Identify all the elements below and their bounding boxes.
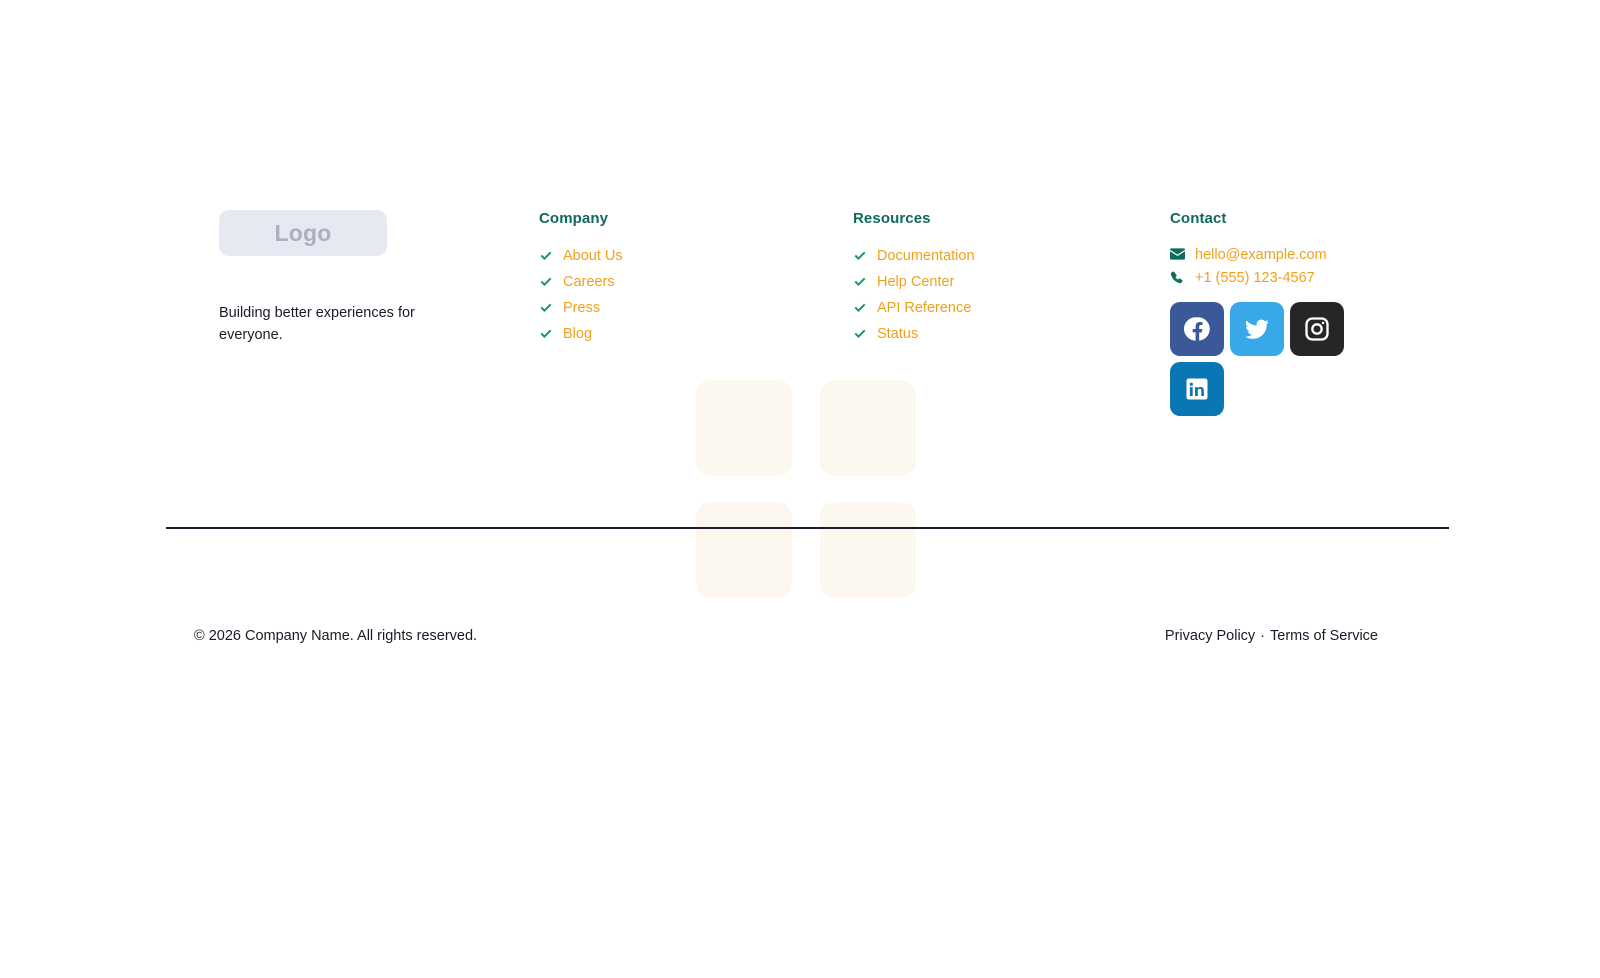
footer-link-careers[interactable] <box>539 273 623 292</box>
check-icon <box>853 327 867 341</box>
check-icon <box>539 301 553 315</box>
check-icon <box>853 249 867 263</box>
terms-of-service-link[interactable]: Terms of Service <box>1270 628 1378 644</box>
contact-phone[interactable] <box>1170 270 1370 286</box>
copyright-text: © 2026 Company Name. All rights reserved. <box>194 628 478 644</box>
footer-link-blog[interactable] <box>539 325 623 344</box>
social-links <box>1170 302 1370 416</box>
privacy-policy-link[interactable]: Privacy Policy <box>1164 628 1256 644</box>
phone-icon <box>1170 271 1185 285</box>
footer-link-status[interactable] <box>853 325 975 344</box>
decorative-block <box>820 502 916 598</box>
footer-divider <box>166 527 1449 529</box>
footer-link-documentation[interactable] <box>853 247 975 266</box>
social-facebook[interactable] <box>1170 302 1224 356</box>
footer-link-help-center[interactable] <box>853 273 975 292</box>
brand-tagline: Building better experiences for everyone. <box>219 305 415 344</box>
footer-link-label: Careers <box>563 273 615 290</box>
column-title-company: Company <box>539 210 609 227</box>
column-title-contact: Contact <box>1170 210 1227 227</box>
social-instagram[interactable] <box>1290 302 1344 356</box>
column-title-resources: Resources <box>853 210 931 227</box>
decorative-block <box>696 380 792 476</box>
footer-link-api-reference[interactable] <box>853 299 975 318</box>
envelope-icon <box>1170 248 1185 262</box>
decorative-block <box>696 502 792 598</box>
footer-column-company <box>539 210 623 350</box>
decorative-block <box>820 380 916 476</box>
footer-column-resources <box>853 210 975 350</box>
check-icon <box>539 327 553 341</box>
footer-column-contact <box>1170 210 1370 416</box>
brand-column <box>219 210 479 347</box>
check-icon <box>539 275 553 289</box>
footer-link-label: API Reference <box>877 299 972 316</box>
footer-link-label: Help Center <box>877 273 955 290</box>
contact-email-label: hello@example.com <box>1195 247 1327 263</box>
footer-link-label: Blog <box>563 325 593 342</box>
footer-link-label: Status <box>877 325 919 342</box>
social-linkedin[interactable] <box>1170 362 1224 416</box>
logo-text: Logo <box>274 219 332 246</box>
legal-links <box>1165 628 1378 644</box>
logo[interactable] <box>219 210 387 256</box>
footer-link-label: Press <box>563 299 601 316</box>
contact-phone-label: +1 (555) 123-4567 <box>1195 270 1315 286</box>
legal-separator: · <box>1260 628 1266 644</box>
footer-link-about-us[interactable] <box>539 247 623 266</box>
footer-link-label: About Us <box>563 248 623 264</box>
contact-email[interactable] <box>1170 247 1370 263</box>
check-icon <box>853 301 867 315</box>
check-icon <box>853 275 867 289</box>
footer-link-label: Documentation <box>877 248 975 264</box>
social-twitter[interactable] <box>1230 302 1284 356</box>
check-icon <box>539 249 553 263</box>
footer-link-press[interactable] <box>539 299 623 318</box>
